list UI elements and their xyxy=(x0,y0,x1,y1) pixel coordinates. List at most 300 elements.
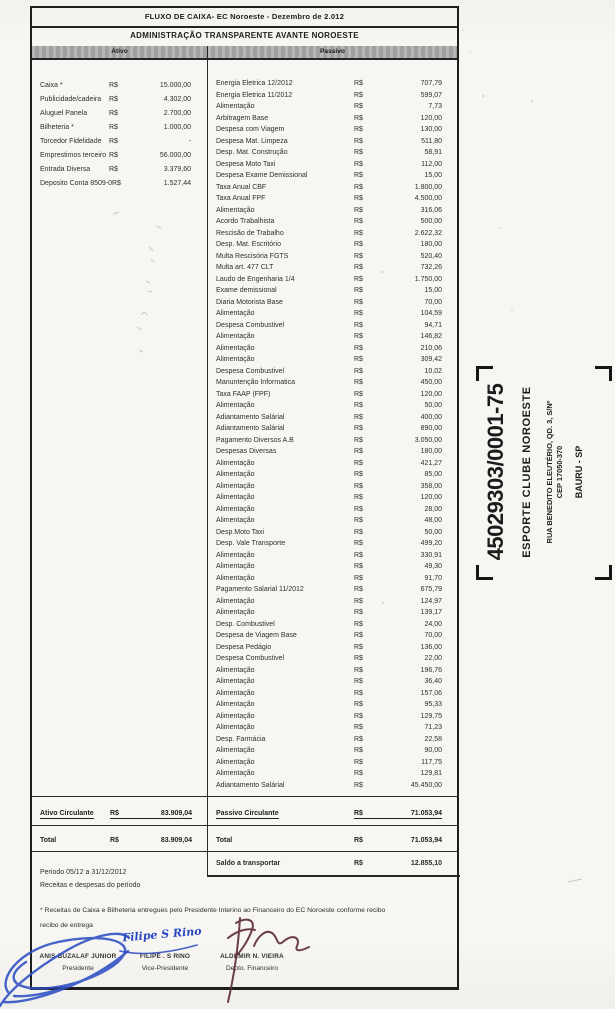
ledger-row xyxy=(208,412,460,424)
row-value: 520,40 xyxy=(420,252,442,260)
ledger-row xyxy=(208,550,460,562)
document-subtitle: ADMINISTRAÇÃO TRANSPARENTE AVANTE NOROESTE xyxy=(32,26,457,48)
row-label: Alimentação xyxy=(216,333,255,341)
currency-symbol: R$ xyxy=(354,448,363,456)
ledger-row xyxy=(208,182,460,194)
row-value: 7,73 xyxy=(428,103,442,111)
currency-symbol: R$ xyxy=(354,689,363,697)
currency-symbol: R$ xyxy=(354,735,363,743)
ativo-items-list xyxy=(32,78,207,190)
row-label: Alimentação xyxy=(216,517,255,525)
row-label: Alimentação xyxy=(216,402,255,410)
row-value: 1.800,00 xyxy=(414,183,442,191)
currency-symbol: R$ xyxy=(109,95,118,103)
ledger-row xyxy=(208,205,460,217)
cash-flow-document-sheet xyxy=(30,6,459,990)
ledger-row xyxy=(208,136,460,148)
row-value: 49,30 xyxy=(424,563,442,571)
stamp-club-name: ESPORTE CLUBE NOROESTE xyxy=(521,386,533,558)
row-label: Multa art. 477 CLT xyxy=(216,264,274,272)
currency-symbol: R$ xyxy=(354,413,363,421)
row-value: 309,42 xyxy=(420,356,442,364)
currency-symbol: R$ xyxy=(354,390,363,398)
row-value: 28,00 xyxy=(424,505,442,513)
row-value: 117,75 xyxy=(421,758,442,766)
row-label: Total xyxy=(40,836,57,844)
passivo-column-header: Passivo xyxy=(208,46,457,58)
row-value: 4.500,00 xyxy=(414,195,442,203)
row-value: - xyxy=(188,137,191,145)
row-label: Saldo a transportar xyxy=(216,860,281,867)
ledger-row xyxy=(208,78,460,90)
row-label: Adiantamento Salárial xyxy=(216,413,285,421)
row-value: 48,00 xyxy=(424,517,442,525)
row-value: 421,27 xyxy=(420,459,442,467)
signatory-name: ALDEMIR N. VIEIRA xyxy=(220,953,284,960)
signature-vice-president xyxy=(120,951,210,975)
ledger-row xyxy=(208,630,460,642)
registration-stamp xyxy=(476,366,612,580)
ledger-row xyxy=(208,492,460,504)
row-value: 120,00 xyxy=(420,114,442,122)
passivo-total-row xyxy=(208,832,460,848)
currency-symbol: R$ xyxy=(354,137,363,145)
currency-symbol: R$ xyxy=(354,436,363,444)
ledger-row xyxy=(208,435,460,447)
signatory-role: Depto. Financeiro xyxy=(225,965,279,972)
currency-symbol: R$ xyxy=(354,609,363,617)
footnote xyxy=(40,903,452,933)
row-value: 120,00 xyxy=(420,390,442,398)
saldo-a-transportar-row xyxy=(208,852,460,877)
row-value: 36,40 xyxy=(424,678,442,686)
row-label: Alimentação xyxy=(216,471,255,479)
ledger-row xyxy=(208,665,460,677)
stamp-address-line1: RUA BENEDITO ELEUTÉRIO, QD. 3, S/Nº xyxy=(545,400,554,544)
ledger-row xyxy=(208,274,460,286)
row-value: 104,59 xyxy=(420,310,442,318)
ledger-row xyxy=(208,584,460,596)
row-value: 146,82 xyxy=(420,333,442,341)
ledger-row xyxy=(208,423,460,435)
row-label: Energia Eletrica 11/2012 xyxy=(216,91,293,99)
currency-symbol: R$ xyxy=(354,747,363,755)
ledger-row xyxy=(208,711,460,723)
currency-symbol: R$ xyxy=(354,482,363,490)
ledger-row xyxy=(208,722,460,734)
row-label: Alimentação xyxy=(216,310,255,318)
row-value: 90,00 xyxy=(424,747,442,755)
row-label: Alimentação xyxy=(216,494,255,502)
ativo-column-header: Ativo xyxy=(32,46,208,58)
currency-symbol: R$ xyxy=(354,620,363,628)
row-value: 2.622,32 xyxy=(414,229,442,237)
ledger-row xyxy=(208,504,460,516)
currency-symbol: R$ xyxy=(354,425,363,433)
row-label: Laudo de Engenharia 1/4 xyxy=(216,275,295,283)
row-label: Desp.Moto Taxi xyxy=(216,528,265,536)
currency-symbol: R$ xyxy=(354,195,363,203)
currency-symbol: R$ xyxy=(109,137,118,145)
row-value: 136,00 xyxy=(420,643,442,651)
row-value: 180,00 xyxy=(420,448,442,456)
ledger-row xyxy=(208,170,460,182)
row-label: Desp. Vale Transporte xyxy=(216,540,286,548)
signatory-role: Vice-Presidente xyxy=(141,965,189,972)
ledger-row xyxy=(208,596,460,608)
row-value: 358,00 xyxy=(420,482,442,490)
footnote-line1: * Receitas de Caixa e Bilheteria entregues pelo Presidente Interino ao Financeiro do EC Noroeste conforme recibo xyxy=(40,907,386,914)
currency-symbol: R$ xyxy=(109,81,118,89)
row-value: 12.855,10 xyxy=(410,860,442,867)
row-label: Taxa FAAP (FPF) xyxy=(216,390,271,398)
ledger-row xyxy=(208,297,460,309)
row-value: 129,75 xyxy=(420,712,442,720)
currency-symbol: R$ xyxy=(354,183,363,191)
currency-symbol: R$ xyxy=(109,123,118,131)
row-label: Alimentação xyxy=(216,459,255,467)
ledger-row xyxy=(208,561,460,573)
ledger-row xyxy=(208,366,460,378)
ledger-row xyxy=(208,780,460,792)
row-label: Taxa Anual CBF xyxy=(216,183,267,191)
row-value: 511,80 xyxy=(421,137,442,145)
row-label: Alimentação xyxy=(216,356,255,364)
currency-symbol: R$ xyxy=(354,563,363,571)
row-value: 330,91 xyxy=(420,551,442,559)
currency-symbol: R$ xyxy=(354,758,363,766)
currency-symbol: R$ xyxy=(354,126,363,134)
row-value: 180,00 xyxy=(420,241,442,249)
row-label: Despesa Pedágio xyxy=(216,643,272,651)
row-value: 196,76 xyxy=(420,666,442,674)
row-value: 94,71 xyxy=(424,321,442,329)
row-label: Desp. Mat. Construção xyxy=(216,149,288,157)
row-label: Arbitragem Base xyxy=(216,114,269,122)
row-value: 83.909,04 xyxy=(160,809,192,817)
ledger-row xyxy=(208,343,460,355)
currency-symbol: R$ xyxy=(354,229,363,237)
currency-symbol: R$ xyxy=(354,367,363,375)
row-label: Despesa Moto Taxi xyxy=(216,160,276,168)
currency-symbol: R$ xyxy=(354,114,363,122)
row-value: 56.000,00 xyxy=(159,151,191,159)
row-value: 10,02 xyxy=(424,367,442,375)
ledger-row xyxy=(208,757,460,769)
currency-symbol: R$ xyxy=(354,275,363,283)
currency-symbol: R$ xyxy=(109,151,118,159)
row-label: Alimentação xyxy=(216,678,255,686)
ledger-row xyxy=(208,389,460,401)
row-label: Bilheteria * xyxy=(40,123,74,131)
row-label: Aluguel Panela xyxy=(40,109,88,117)
row-value: 316,06 xyxy=(420,206,442,214)
ledger-row xyxy=(208,538,460,550)
row-value: 129,81 xyxy=(420,770,442,778)
row-value: 599,07 xyxy=(420,91,442,99)
row-label: Alimentação xyxy=(216,103,255,111)
ledger-row xyxy=(32,134,207,148)
row-value: 15,00 xyxy=(424,287,442,295)
currency-symbol: R$ xyxy=(354,528,363,536)
ledger-row xyxy=(208,446,460,458)
currency-symbol: R$ xyxy=(354,809,363,817)
currency-symbol: R$ xyxy=(354,471,363,479)
ledger-row xyxy=(208,515,460,527)
currency-symbol: R$ xyxy=(354,655,363,663)
ledger-row xyxy=(208,113,460,125)
currency-symbol: R$ xyxy=(354,80,363,88)
ledger-row xyxy=(32,78,207,92)
ledger-row xyxy=(208,285,460,297)
row-value: 139,17 xyxy=(420,609,442,617)
row-value: 83.909,04 xyxy=(160,836,192,844)
currency-symbol: R$ xyxy=(110,836,119,844)
page-title: FLUXO DE CAIXA- EC Noroeste - Dezembro de 2.012 xyxy=(32,8,457,28)
ledger-row xyxy=(208,216,460,228)
currency-symbol: R$ xyxy=(354,712,363,720)
currency-symbol: R$ xyxy=(354,287,363,295)
row-value: 500,00 xyxy=(420,218,442,226)
row-label: Despesas Diversas xyxy=(216,448,277,456)
ledger-row xyxy=(208,228,460,240)
ledger-row xyxy=(208,688,460,700)
currency-symbol: R$ xyxy=(354,91,363,99)
ledger-row xyxy=(208,239,460,251)
row-label: Alimentação xyxy=(216,551,255,559)
row-value: 157,06 xyxy=(420,689,442,697)
currency-symbol: R$ xyxy=(110,809,119,817)
currency-symbol: R$ xyxy=(354,149,363,157)
signatory-role: Presidente xyxy=(62,965,94,972)
currency-symbol: R$ xyxy=(354,632,363,640)
row-value: 890,00 xyxy=(420,425,442,433)
signatory-name: FILIPE . S RINO xyxy=(139,953,191,960)
ledger-row xyxy=(208,469,460,481)
row-label: Total xyxy=(216,836,233,844)
row-label: Alimentação xyxy=(216,712,255,720)
currency-symbol: R$ xyxy=(354,494,363,502)
row-label: Torcedor Fidelidade xyxy=(40,137,102,145)
currency-symbol: R$ xyxy=(354,517,363,525)
row-label: Alimentação xyxy=(216,563,255,571)
row-value: 22,58 xyxy=(424,735,442,743)
row-label: Ativo Circulante xyxy=(40,809,94,817)
currency-symbol: R$ xyxy=(354,459,363,467)
row-money xyxy=(354,810,442,819)
row-label: Alimentação xyxy=(216,689,255,697)
ledger-row xyxy=(208,308,460,320)
ledger-row xyxy=(32,92,207,106)
currency-symbol: R$ xyxy=(354,298,363,306)
row-value: 15.000,00 xyxy=(159,81,191,89)
currency-symbol: R$ xyxy=(354,678,363,686)
row-value: 1.527,44 xyxy=(163,179,191,187)
currency-symbol: R$ xyxy=(354,724,363,732)
row-label: Alimentação xyxy=(216,770,255,778)
currency-symbol: R$ xyxy=(354,540,363,548)
currency-symbol: R$ xyxy=(354,770,363,778)
ledger-row xyxy=(208,159,460,171)
row-label: Manuntenção Informatica xyxy=(216,379,295,387)
row-value: 71.053,94 xyxy=(410,836,442,844)
row-label: Despesa Exame Demissional xyxy=(216,172,308,180)
currency-symbol: R$ xyxy=(354,666,363,674)
currency-symbol: R$ xyxy=(354,836,363,844)
row-value: 4.302,00 xyxy=(163,95,191,103)
currency-symbol: R$ xyxy=(109,109,118,117)
ledger-row xyxy=(32,162,207,176)
row-label: Publicidade/cadeira xyxy=(40,95,102,103)
period-line2: Receitas e despesas do período xyxy=(40,882,141,889)
row-value: 71,23 xyxy=(424,724,442,732)
ledger-row xyxy=(208,653,460,665)
separator-line xyxy=(32,796,457,797)
row-money xyxy=(110,837,192,844)
passivo-items-list xyxy=(208,78,460,791)
ledger-row xyxy=(32,106,207,120)
row-value: 675,79 xyxy=(420,586,442,594)
row-value: 71.053,94 xyxy=(410,809,442,817)
currency-symbol: R$ xyxy=(354,551,363,559)
row-label: Taxa Anual FPF xyxy=(216,195,266,203)
currency-symbol: R$ xyxy=(354,103,363,111)
row-label: Alimentação xyxy=(216,574,255,582)
row-label: Diaria Motorista Base xyxy=(216,298,283,306)
row-label: Passivo Circulante xyxy=(216,809,279,817)
row-label: Alimentação xyxy=(216,758,255,766)
row-label: Entrada Diversa xyxy=(40,165,91,173)
row-value: 70,00 xyxy=(424,632,442,640)
ledger-row xyxy=(208,745,460,757)
row-label: Despesa Mat. Limpeza xyxy=(216,137,288,145)
row-value: 50,00 xyxy=(424,528,442,536)
row-label: Alimentação xyxy=(216,609,255,617)
row-value: 24,00 xyxy=(424,620,442,628)
row-value: 124,97 xyxy=(420,597,442,605)
ledger-row xyxy=(208,734,460,746)
currency-symbol: R$ xyxy=(354,321,363,329)
ledger-row xyxy=(208,676,460,688)
currency-symbol: R$ xyxy=(354,356,363,364)
ledger-row xyxy=(208,642,460,654)
currency-symbol: R$ xyxy=(112,179,121,187)
ledger-row xyxy=(208,90,460,102)
row-money xyxy=(354,860,442,867)
row-label: Despesa com Viagem xyxy=(216,126,285,134)
currency-symbol: R$ xyxy=(354,344,363,352)
currency-symbol: R$ xyxy=(354,218,363,226)
row-label: Caixa * xyxy=(40,81,63,89)
row-label: Desp. Combustivel xyxy=(216,620,275,628)
passivo-circulante-row xyxy=(208,806,460,822)
currency-symbol: R$ xyxy=(354,574,363,582)
row-value: 58,91 xyxy=(424,149,442,157)
ledger-row xyxy=(208,101,460,113)
currency-symbol: R$ xyxy=(354,333,363,341)
ledger-row xyxy=(32,148,207,162)
ativo-circulante-row xyxy=(32,806,208,822)
currency-symbol: R$ xyxy=(354,505,363,513)
ledger-row xyxy=(208,320,460,332)
row-label: Pagamento Salarial 11/2012 xyxy=(216,586,304,594)
currency-symbol: R$ xyxy=(354,643,363,651)
row-value: 120,00 xyxy=(420,494,442,502)
row-value: 3.050,00 xyxy=(414,436,442,444)
row-label: Pagamento Diversos A.B xyxy=(216,436,294,444)
signature-president xyxy=(32,951,124,975)
row-value: 3.379,60 xyxy=(163,165,191,173)
currency-symbol: R$ xyxy=(354,160,363,168)
currency-symbol: R$ xyxy=(354,241,363,249)
period-line1: Periodo 05/12 a 31/12/2012 xyxy=(40,869,127,876)
currency-symbol: R$ xyxy=(109,165,118,173)
row-label: Multa Rescisória FGTS xyxy=(216,252,289,260)
row-label: Alimentação xyxy=(216,344,255,352)
currency-symbol: R$ xyxy=(354,781,363,789)
row-value: 499,20 xyxy=(420,540,442,548)
ledger-row xyxy=(208,147,460,159)
ledger-row xyxy=(208,573,460,585)
row-value: 22,00 xyxy=(424,655,442,663)
currency-symbol: R$ xyxy=(354,310,363,318)
row-label: Alimentação xyxy=(216,206,255,214)
row-label: Despesa Combustivel xyxy=(216,655,285,663)
currency-symbol: R$ xyxy=(354,206,363,214)
row-label: Deposito Conta 8509-0 xyxy=(40,179,112,187)
row-value: 70,00 xyxy=(424,298,442,306)
row-label: Despesa de Viagem Base xyxy=(216,632,297,640)
ledger-row xyxy=(208,607,460,619)
ledger-row xyxy=(32,120,207,134)
stamp-content xyxy=(481,369,605,575)
currency-symbol: R$ xyxy=(354,172,363,180)
ledger-row xyxy=(208,619,460,631)
row-label: Energia Eletrica 12/2012 xyxy=(216,80,293,88)
stamp-address xyxy=(545,369,564,575)
ledger-row xyxy=(208,768,460,780)
row-label: Desp. Mat. Escritório xyxy=(216,241,281,249)
row-label: Alimentação xyxy=(216,505,255,513)
row-value: 45.450,00 xyxy=(410,781,442,789)
row-label: Adiantamento Salárial xyxy=(216,425,285,433)
currency-symbol: R$ xyxy=(354,860,363,867)
ledger-row xyxy=(208,458,460,470)
row-label: Alimentação xyxy=(216,747,255,755)
currency-symbol: R$ xyxy=(354,264,363,272)
currency-symbol: R$ xyxy=(354,701,363,709)
ledger-row xyxy=(208,251,460,263)
row-label: Alimentação xyxy=(216,724,255,732)
stamp-cnpj: 45029303/0001-75 xyxy=(483,383,508,561)
row-value: 732,26 xyxy=(420,264,442,272)
row-label: Despesa Combustivel xyxy=(216,321,285,329)
row-label: Despesa Combustivel xyxy=(216,367,285,375)
currency-symbol: R$ xyxy=(354,379,363,387)
row-value: 130,00 xyxy=(420,126,442,134)
ledger-row xyxy=(32,176,207,190)
ledger-row xyxy=(208,377,460,389)
row-value: 112,00 xyxy=(421,160,442,168)
ledger-row xyxy=(208,481,460,493)
ativo-total-row xyxy=(32,832,208,848)
row-value: 1.000,00 xyxy=(163,123,191,131)
ledger-row xyxy=(208,354,460,366)
row-value: 95,33 xyxy=(424,701,442,709)
ledger-row xyxy=(208,193,460,205)
row-value: 15,00 xyxy=(424,172,442,180)
column-headers xyxy=(32,46,457,60)
